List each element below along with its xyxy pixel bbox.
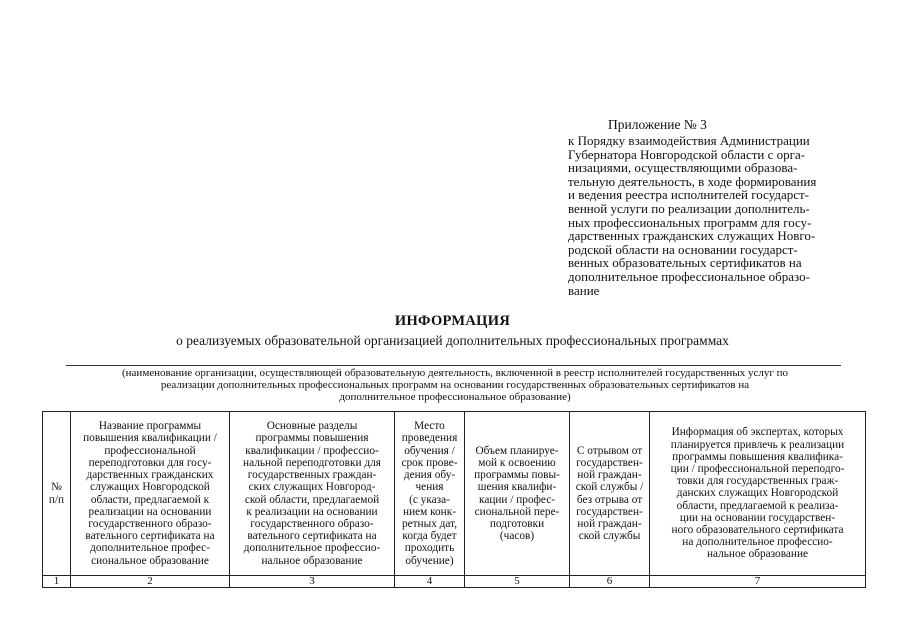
header-experts-info: Информация об экспертах, которых планируется привлечь к реализации программы повышения квалифика- ции / профессиональной переподго- товки для государственных граж- данских служащих Новгородской области, предлагаемой к реализа- ции на основании государствен- ного образовательного сертификата на дополнительное профессио- нальное образование (650, 412, 866, 576)
column-number: 3 (230, 576, 395, 588)
column-number: 7 (650, 576, 866, 588)
column-number: 4 (395, 576, 465, 588)
organization-caption: (наименование организации, осуществляющей образовательную деятельность, включенной в реестр исполнителей государственных услуг по реализации дополнительных профессиональных программ на основании государственных образовательных сертификатов на дополнительное профессиональное образование) (122, 367, 788, 404)
header-place-and-term: Место проведения обучения / срок прове- дения обу- чения (с указа- нием конк- ретных дат, когда будет проходить обучение) (395, 412, 465, 576)
header-number: № п/п (43, 412, 71, 576)
table-column-numbers-row (43, 576, 866, 588)
header-service-mode: С отрывом от государствен- ной граждан- ской службы / без отрыва от государствен- ной граждан- ской службы (570, 412, 650, 576)
column-number: 5 (465, 576, 570, 588)
table-header-row (43, 412, 866, 576)
header-program-sections: Основные разделы программы повышения квалификации / профессио- нальной переподготовки для государственных граждан- ских служащих Новгород- ской области, предлагаемой к реализации на основании государственного образо- вательного сертификата на дополнительное профессио- нальное образование (230, 412, 395, 576)
appendix-title: Приложение № 3 (608, 117, 707, 132)
information-table (42, 411, 866, 588)
column-number: 6 (570, 576, 650, 588)
header-program-name: Название программы повышения квалификации / профессиональной переподготовки для госу- дарственных гражданских служащих Новгородской области, предлагаемой к реализации на основании государственного образо- вательного сертификата на дополнительное профес- сиональное образование (71, 412, 230, 576)
appendix-text: к Порядку взаимодействия Администрации Губернатора Новгородской области с орга- низациями, осуществляющими образова- тельную деятельность, в ходе формирования и ведения реестра исполнителей государст- венной услуги по реализации дополнитель- ных профессиональных программ для госу- дарственных гражданских служащих Новго- родской области на основании государст- венных образовательных сертификатов на дополнительное профессиональное образо- вание (568, 133, 817, 298)
column-number: 1 (43, 576, 71, 588)
header-program-volume: Объем планируе- мой к освоению программы повы- шения квалифи- кации / профес- сиональной пере- подготовки (часов) (465, 412, 570, 576)
organization-fill-line (66, 365, 841, 366)
document-subtitle: о реализуемых образовательной организацией дополнительных профессиональных программах (176, 333, 729, 348)
column-number: 2 (71, 576, 230, 588)
document-title: ИНФОРМАЦИЯ (394, 313, 511, 329)
